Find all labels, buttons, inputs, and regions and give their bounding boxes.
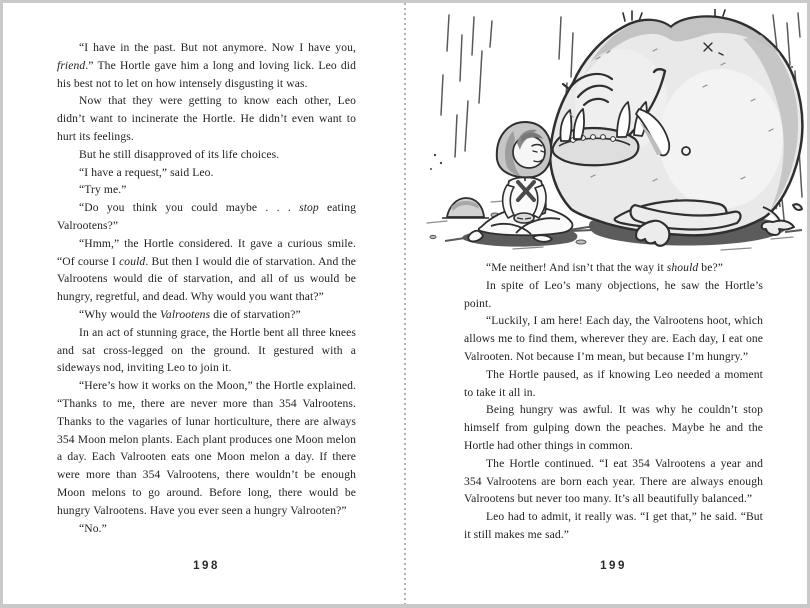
rock [442, 198, 489, 218]
right-page-text [464, 259, 763, 544]
paragraph: “Do you think you could maybe . . . stop eating Valrootens?” [57, 201, 356, 232]
paragraph: “Me neither! And isn’t that the way it should be?” [486, 261, 723, 274]
paragraph: The Hortle paused, as if knowing Leo needed a moment to take it all in. [464, 367, 763, 399]
right-page-number: 199 [600, 560, 627, 572]
paragraph: “No.” [79, 521, 107, 535]
paragraph: “Try me.” [79, 183, 127, 197]
paragraph: But he still disapproved of its life choices. [79, 147, 280, 161]
left-page-text [57, 39, 356, 537]
paragraph: “Hmm,” the Hortle considered. It gave a curious smile. “Of course I could. But then I would die of starvation. And the Valrootens would die of starvation, and all of us would be hungry, regretful, and dead. Why would you want that?” [57, 236, 356, 304]
page-gutter-dotted-line [404, 3, 406, 604]
hortle-figure [550, 9, 802, 246]
paragraph: “I have in the past. But not anymore. Now I have you, friend.” The Hortle gave him a long and loving lick. Leo did his best not to let on how intensely disgusting it was. [57, 41, 356, 90]
paragraph: Being hungry was awful. It was why he couldn’t stop himself from gulping down the peaches. Maybe he and the Hortle had other things in common. [464, 403, 763, 452]
paragraph: In spite of Leo’s many objections, he saw the Hortle’s point. [464, 278, 763, 310]
paragraph: In an act of stunning grace, the Hortle bent all three knees and sat cross-legged on the ground. It gestured with a sideways nod, inviting Leo to join it. [57, 325, 356, 375]
paragraph: Now that they were getting to know each other, Leo didn’t want to incinerate the Hortle. He didn’t even want to hurt its feelings. [57, 94, 356, 143]
paragraph: Leo had to admit, it really was. “I get that,” he said. “But it still makes me sad.” [464, 510, 763, 541]
paragraph: “Here’s how it works on the Moon,” the Hortle explained. “Thanks to me, there are never more than 354 Valrootens. Thanks to the vagaries of lunar horticulture, there are always 354 Moon melon plants. Each plant produces one Moon melon a day. Each Valrooten eats one Moon melon a day. If there were more than 354 Valrootens, there wouldn’t be enough Moon melons to go around. Before long, there would be hungry Valrootens. Have you ever seen a hungry Valrooten?” [57, 379, 356, 517]
paragraph: The Hortle continued. “I eat 354 Valrootens a year and 354 Valrootens are born each year. There are always enough Valrootens but never too many. It’s all beautifully balanced.” [464, 456, 763, 506]
paragraph: “I have a request,” said Leo. [79, 165, 214, 179]
paragraph: “Luckily, I am here! Each day, the Valrootens hoot, which allows me to find them, wherever they are. Each day, I eat one Valrooten. Not because I’m mean, but because I’m hungry.” [464, 314, 763, 363]
hortle-and-leo-illustration [421, 9, 805, 257]
left-page-number: 198 [193, 560, 220, 572]
paragraph: “Why would the Valrootens die of starvation?” [79, 307, 301, 321]
leo-head [497, 122, 551, 181]
